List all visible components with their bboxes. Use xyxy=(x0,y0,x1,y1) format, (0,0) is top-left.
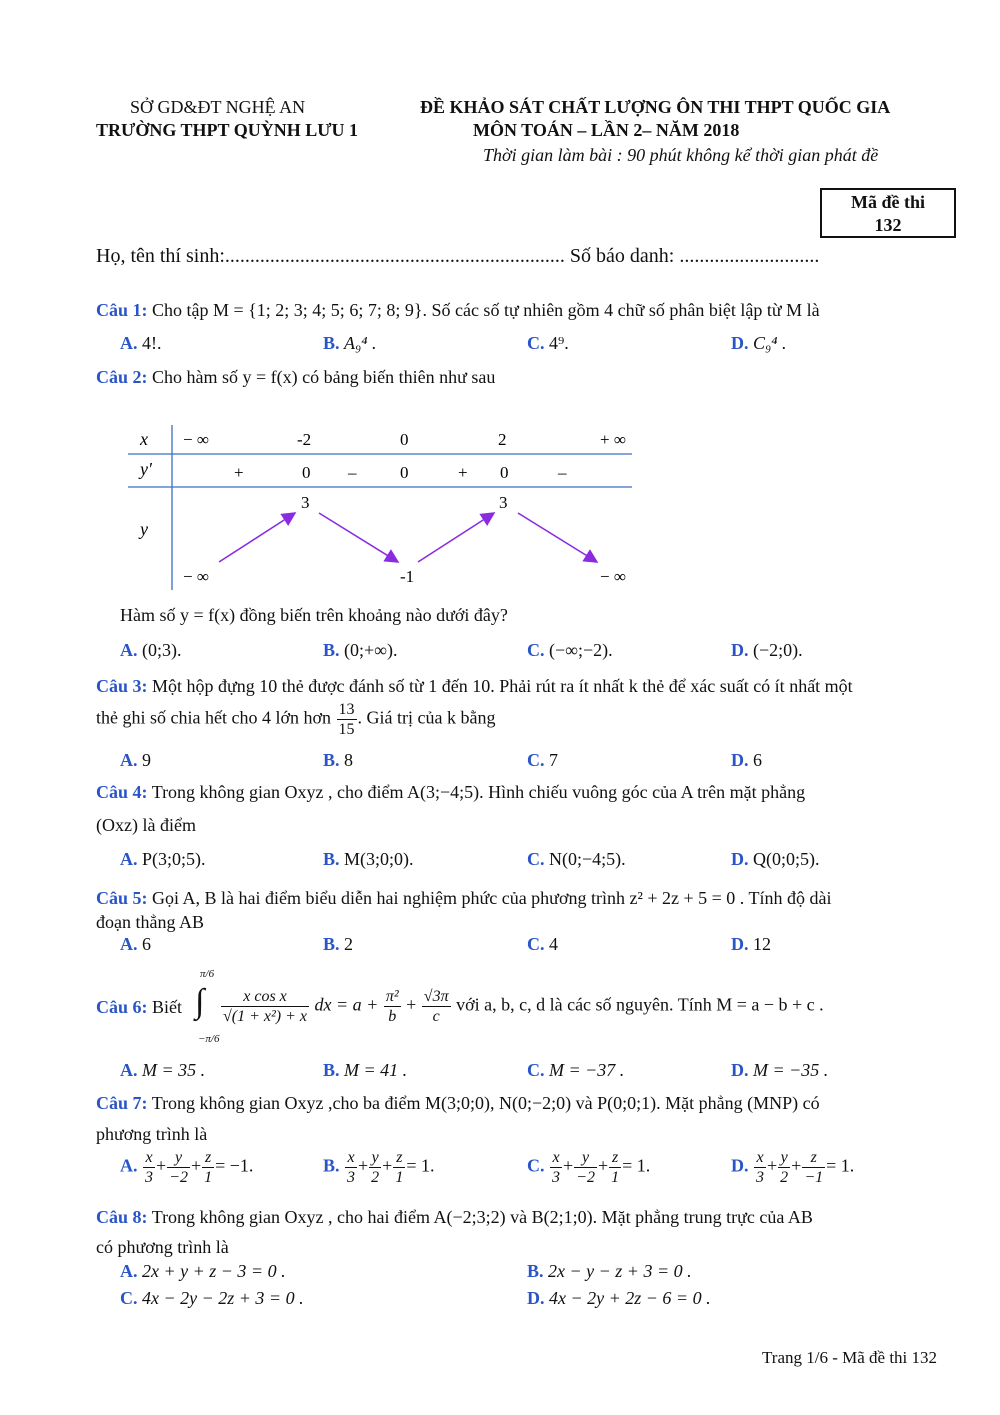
q2-option-d[interactable] xyxy=(731,640,803,661)
fraction-denominator: 2 xyxy=(371,1169,380,1186)
x-value: + ∞ xyxy=(600,430,626,449)
q1-option-a[interactable] xyxy=(120,333,162,354)
option-text: N(0;−4;5). xyxy=(549,849,626,869)
option-letter: D. xyxy=(731,849,749,869)
option-letter: B. xyxy=(323,934,340,954)
question-text: Trong không gian Oxyz ,cho ba điểm M(3;0;0), N(0;−2;0) và P(0;0;1). Mặt phẳng (MNP) có xyxy=(151,1093,820,1113)
plus-sign: + xyxy=(406,994,417,1015)
fraction xyxy=(369,1148,381,1187)
fraction-denominator: 1 xyxy=(395,1169,404,1186)
q8-option-c[interactable] xyxy=(120,1288,304,1309)
option-letter: A. xyxy=(120,1155,138,1176)
q3-option-d[interactable] xyxy=(731,750,762,771)
option-letter: B. xyxy=(323,333,340,353)
fraction-denominator: 15 xyxy=(338,721,355,738)
q2-option-b[interactable] xyxy=(323,640,398,661)
fraction xyxy=(384,987,401,1026)
fraction-denominator: c xyxy=(432,1008,440,1025)
option-text: A₉⁴ . xyxy=(344,333,377,353)
question-6 xyxy=(96,997,182,1018)
exam-title: ĐỀ KHẢO SÁT CHẤT LƯỢNG ÔN THI THPT QUỐC GIA xyxy=(420,97,891,117)
q5-option-c[interactable] xyxy=(527,934,558,955)
option-letter: A. xyxy=(120,1060,138,1080)
option-text: 12 xyxy=(753,934,771,954)
q2-option-c[interactable] xyxy=(527,640,613,661)
option-text: P(3;0;5). xyxy=(142,849,206,869)
option-letter: B. xyxy=(323,1060,340,1080)
option-text: 8 xyxy=(344,750,354,770)
option-letter: B. xyxy=(323,849,340,869)
dy-sign: 0 xyxy=(500,463,509,482)
fraction-denominator: 3 xyxy=(756,1169,764,1186)
option-text: M = −37 . xyxy=(549,1060,625,1080)
fraction-denominator: 3 xyxy=(552,1169,560,1186)
q7-option-a[interactable]: A. $\frac{x}{3}$ + $\frac{y}{-2}$ + $\frac{z}{1}$ = −1. xyxy=(120,1149,254,1186)
option-text: 6 xyxy=(142,934,151,954)
dy-sign: – xyxy=(558,463,567,482)
option-text: 2x − y − z + 3 = 0 . xyxy=(548,1261,692,1281)
q1-option-c[interactable] xyxy=(527,333,569,354)
option-letter: C. xyxy=(527,934,545,954)
fraction-numerator: 13 xyxy=(338,701,355,718)
equation-rhs: = −1. xyxy=(215,1155,254,1176)
fraction-numerator: y xyxy=(574,1148,597,1168)
q5-option-b[interactable] xyxy=(323,934,353,955)
page-footer: Trang 1/6 - Mã đề thi 132 xyxy=(762,1348,938,1367)
equation-rhs: = 1. xyxy=(622,1155,651,1176)
option-letter: A. xyxy=(120,640,138,660)
fraction xyxy=(802,1148,825,1187)
x-value: − ∞ xyxy=(183,430,209,449)
fraction xyxy=(393,1148,405,1187)
decreasing-arrow xyxy=(518,513,597,562)
q8-option-d[interactable] xyxy=(527,1288,711,1309)
variation-table xyxy=(120,420,640,595)
row-label-y: y xyxy=(140,519,148,539)
question-5 xyxy=(96,888,831,909)
fraction-numerator: y xyxy=(778,1148,790,1168)
question-label: Câu 8: xyxy=(96,1207,148,1227)
x-value: 0 xyxy=(400,430,409,449)
option-letter: D. xyxy=(527,1288,545,1308)
question-label: Câu 1: xyxy=(96,300,148,320)
option-text: M(3;0;0). xyxy=(344,849,414,869)
fraction-numerator: π² xyxy=(385,988,399,1005)
option-letter: C. xyxy=(527,1155,545,1176)
option-text: 4⁹. xyxy=(549,333,569,353)
question-3-line2 xyxy=(96,700,495,739)
q8-option-b[interactable] xyxy=(527,1261,692,1282)
question-text: thẻ ghi số chia hết cho 4 lớn hơn xyxy=(96,707,331,728)
fraction-numerator: y xyxy=(369,1148,381,1168)
fraction-denominator: √(1 + x²) + x xyxy=(223,1008,308,1025)
q6-option-b[interactable] xyxy=(323,1060,407,1081)
fraction xyxy=(221,987,309,1026)
fraction-denominator: 3 xyxy=(145,1169,153,1186)
fraction-numerator: y xyxy=(167,1148,190,1168)
q7-option-d[interactable]: D. $\frac{x}{3}$ + $\frac{y}{2}$ + $\frac{z}{-1}$ = 1. xyxy=(731,1149,855,1186)
option-text: (0;3). xyxy=(142,640,182,660)
question-text: Gọi A, B là hai điểm biểu diễn hai nghiệm phức của phương trình z² + 2z + 5 = 0 . Tính độ dài xyxy=(152,888,832,908)
question-label: Câu 2: xyxy=(96,367,148,387)
fraction xyxy=(778,1148,790,1187)
option-letter: C. xyxy=(120,1288,138,1308)
decreasing-arrow xyxy=(319,513,398,562)
x-value: 2 xyxy=(498,430,507,449)
y-value: 3 xyxy=(499,493,508,512)
question-label: Câu 3: xyxy=(96,676,148,696)
option-letter: A. xyxy=(120,934,138,954)
question-7-line2: phương trình là xyxy=(96,1124,208,1144)
option-text: 2x + y + z − 3 = 0 . xyxy=(142,1261,286,1281)
integrand xyxy=(220,987,824,1026)
option-letter: A. xyxy=(120,750,138,770)
option-text: 4x − 2y − 2z + 3 = 0 . xyxy=(142,1288,304,1308)
q4-option-b[interactable] xyxy=(323,849,414,870)
option-text: 4!. xyxy=(142,333,162,353)
fraction xyxy=(754,1148,766,1187)
fraction-numerator: z xyxy=(393,1148,405,1168)
integral-sign: ∫ xyxy=(195,983,205,1020)
question-4 xyxy=(96,782,805,803)
exam-code-box xyxy=(820,188,956,238)
option-letter: D. xyxy=(731,1155,749,1176)
fraction-denominator: 2 xyxy=(780,1169,789,1186)
y-value: 3 xyxy=(301,493,310,512)
question-2 xyxy=(96,367,495,388)
fraction xyxy=(609,1148,621,1187)
option-text: 4x − 2y + 2z − 6 = 0 . xyxy=(549,1288,711,1308)
q2-followup: Hàm số y = f(x) đồng biến trên khoảng nào dưới đây? xyxy=(120,605,508,625)
q3-option-c[interactable] xyxy=(527,750,558,771)
fraction-numerator: x xyxy=(345,1148,357,1168)
fraction-denominator: −2 xyxy=(169,1169,188,1186)
x-value: -2 xyxy=(297,430,312,449)
q4-option-a[interactable] xyxy=(120,849,206,870)
q5-option-a[interactable] xyxy=(120,934,151,955)
increasing-arrow xyxy=(418,513,494,562)
question-text: Một hộp đựng 10 thẻ được đánh số từ 1 đến 10. Phải rút ra ít nhất k thẻ để xác suất có ít nhất một xyxy=(152,676,853,696)
option-letter: D. xyxy=(731,640,749,660)
row-label-x: x xyxy=(140,429,148,449)
fraction-numerator: x xyxy=(754,1148,766,1168)
option-letter: B. xyxy=(527,1261,544,1281)
row-label-dy: y′ xyxy=(140,459,152,479)
question-text: Cho hàm số y = f(x) có bảng biến thiên như sau xyxy=(152,367,496,387)
q4-option-c[interactable] xyxy=(527,849,626,870)
option-text: 9 xyxy=(142,750,151,770)
fraction xyxy=(202,1148,214,1187)
question-text: Biết xyxy=(152,997,183,1017)
option-letter: C. xyxy=(527,1060,545,1080)
q7-option-c[interactable]: C. $\frac{x}{3}$ + $\frac{y}{-2}$ + $\frac{z}{1}$ = 1. xyxy=(527,1149,651,1186)
integral-upper-bound: π/6 xyxy=(200,968,215,980)
option-letter: A. xyxy=(120,333,138,353)
equation-rhs: = 1. xyxy=(826,1155,855,1176)
y-value: -1 xyxy=(400,567,415,586)
option-text: C₉⁴ . xyxy=(753,333,787,353)
question-label: Câu 6: xyxy=(96,997,148,1017)
fraction-numerator: z xyxy=(202,1148,214,1168)
equation-rhs: = 1. xyxy=(406,1155,435,1176)
question-label: Câu 7: xyxy=(96,1093,148,1113)
fraction-numerator: z xyxy=(802,1148,825,1168)
option-text: M = 41 . xyxy=(344,1060,408,1080)
option-letter: A. xyxy=(120,1261,138,1281)
option-text: M = −35 . xyxy=(753,1060,829,1080)
question-text: . Giá trị của k bằng xyxy=(357,707,496,728)
dy-sign: 0 xyxy=(400,463,409,482)
q4-option-d[interactable] xyxy=(731,849,820,870)
question-8-line2: có phương trình là xyxy=(96,1237,229,1257)
option-letter: C. xyxy=(527,849,545,869)
fraction-denominator: −1 xyxy=(804,1169,824,1186)
option-letter: B. xyxy=(323,1155,340,1176)
question-text: với a, b, c, d là các số nguyên. Tính M = a − b + c . xyxy=(456,994,824,1015)
exam-time-note: Thời gian làm bài : 90 phút không kể thời gian phát đề xyxy=(483,145,879,165)
question-label: Câu 4: xyxy=(96,782,148,802)
question-4-line2: (Oxz) là điểm xyxy=(96,815,196,835)
option-text: 2 xyxy=(344,934,354,954)
q7-option-b[interactable]: B. $\frac{x}{3}$ + $\frac{y}{2}$ + $\frac{z}{1}$ = 1. xyxy=(323,1149,435,1186)
option-letter: C. xyxy=(527,640,545,660)
option-text: (−∞;−2). xyxy=(549,640,613,660)
option-text: (0;+∞). xyxy=(344,640,398,660)
q1-option-b[interactable] xyxy=(323,333,377,354)
q3-option-a[interactable] xyxy=(120,750,151,771)
fraction-denominator: −2 xyxy=(576,1169,595,1186)
option-letter: C. xyxy=(527,333,545,353)
fraction-denominator: 1 xyxy=(204,1169,213,1186)
dept-name: SỞ GD&ĐT NGHỆ AN xyxy=(130,97,306,117)
fraction xyxy=(574,1148,597,1187)
option-letter: D. xyxy=(731,750,749,770)
option-text: 6 xyxy=(753,750,762,770)
option-letter: B. xyxy=(323,640,340,660)
fraction xyxy=(422,987,451,1026)
integral-equation: dx = a + xyxy=(314,994,379,1015)
question-text: Cho tập M = {1; 2; 3; 4; 5; 6; 7; 8; 9}. Số các số tự nhiên gồm 4 chữ số phân biệt lập từ M là xyxy=(152,300,820,320)
option-letter: D. xyxy=(731,333,749,353)
fraction xyxy=(345,1148,357,1187)
fraction xyxy=(167,1148,190,1187)
fraction xyxy=(337,700,357,739)
dy-sign: + xyxy=(458,463,468,482)
fraction-denominator: 3 xyxy=(347,1169,356,1186)
fraction-denominator: b xyxy=(388,1008,397,1025)
q6-option-d[interactable] xyxy=(731,1060,828,1081)
fraction xyxy=(143,1148,155,1187)
option-text: 7 xyxy=(549,750,558,770)
question-text: Trong không gian Oxyz , cho hai điểm A(−2;3;2) và B(2;1;0). Mặt phẳng trung trực của AB xyxy=(151,1207,813,1227)
option-letter: B. xyxy=(323,750,340,770)
option-text: 4 xyxy=(549,934,558,954)
q3-option-b[interactable] xyxy=(323,750,353,771)
option-text: Q(0;0;5). xyxy=(753,849,820,869)
y-value: − ∞ xyxy=(600,567,626,586)
fraction-numerator: x xyxy=(550,1148,562,1168)
option-letter: A. xyxy=(120,849,138,869)
exam-code-label: Mã đề thi xyxy=(851,192,925,212)
question-3 xyxy=(96,676,853,697)
exam-subject: MÔN TOÁN – LẦN 2– NĂM 2018 xyxy=(473,120,740,140)
q6-option-a[interactable] xyxy=(120,1060,205,1081)
option-letter: C. xyxy=(527,750,545,770)
fraction xyxy=(550,1148,562,1187)
option-letter: D. xyxy=(731,1060,749,1080)
dy-sign: – xyxy=(348,463,357,482)
question-7 xyxy=(96,1093,820,1114)
question-label: Câu 5: xyxy=(96,888,148,908)
fraction-denominator: 1 xyxy=(611,1169,620,1186)
increasing-arrow xyxy=(219,513,295,562)
q6-option-c[interactable] xyxy=(527,1060,624,1081)
question-text: Trong không gian Oxyz , cho điểm A(3;−4;5). Hình chiếu vuông góc của A trên mặt phẳng xyxy=(151,782,806,802)
fraction-numerator: x cos x xyxy=(221,987,309,1007)
option-letter: D. xyxy=(731,934,749,954)
fraction-numerator: √3π xyxy=(423,988,449,1005)
y-value: − ∞ xyxy=(183,567,209,586)
option-text: (−2;0). xyxy=(753,640,803,660)
candidate-name-line: Họ, tên thí sinh:.................................................................... Số báo danh: ............................ xyxy=(96,245,820,267)
school-name: TRƯỜNG THPT QUỲNH LƯU 1 xyxy=(96,120,359,140)
option-text: M = 35 . xyxy=(142,1060,206,1080)
q8-option-a[interactable] xyxy=(120,1261,286,1282)
dy-sign: + xyxy=(234,463,244,482)
fraction-numerator: z xyxy=(609,1148,621,1168)
fraction-numerator: x xyxy=(143,1148,155,1168)
q5-option-d[interactable] xyxy=(731,934,771,955)
q1-option-d[interactable] xyxy=(731,333,787,354)
q2-option-a[interactable] xyxy=(120,640,182,661)
question-1 xyxy=(96,300,820,321)
question-8 xyxy=(96,1207,813,1228)
exam-code-value: 132 xyxy=(874,215,902,235)
integral-lower-bound: −π/6 xyxy=(198,1033,220,1045)
dy-sign: 0 xyxy=(302,463,311,482)
question-5-line2: đoạn thẳng AB xyxy=(96,912,204,932)
